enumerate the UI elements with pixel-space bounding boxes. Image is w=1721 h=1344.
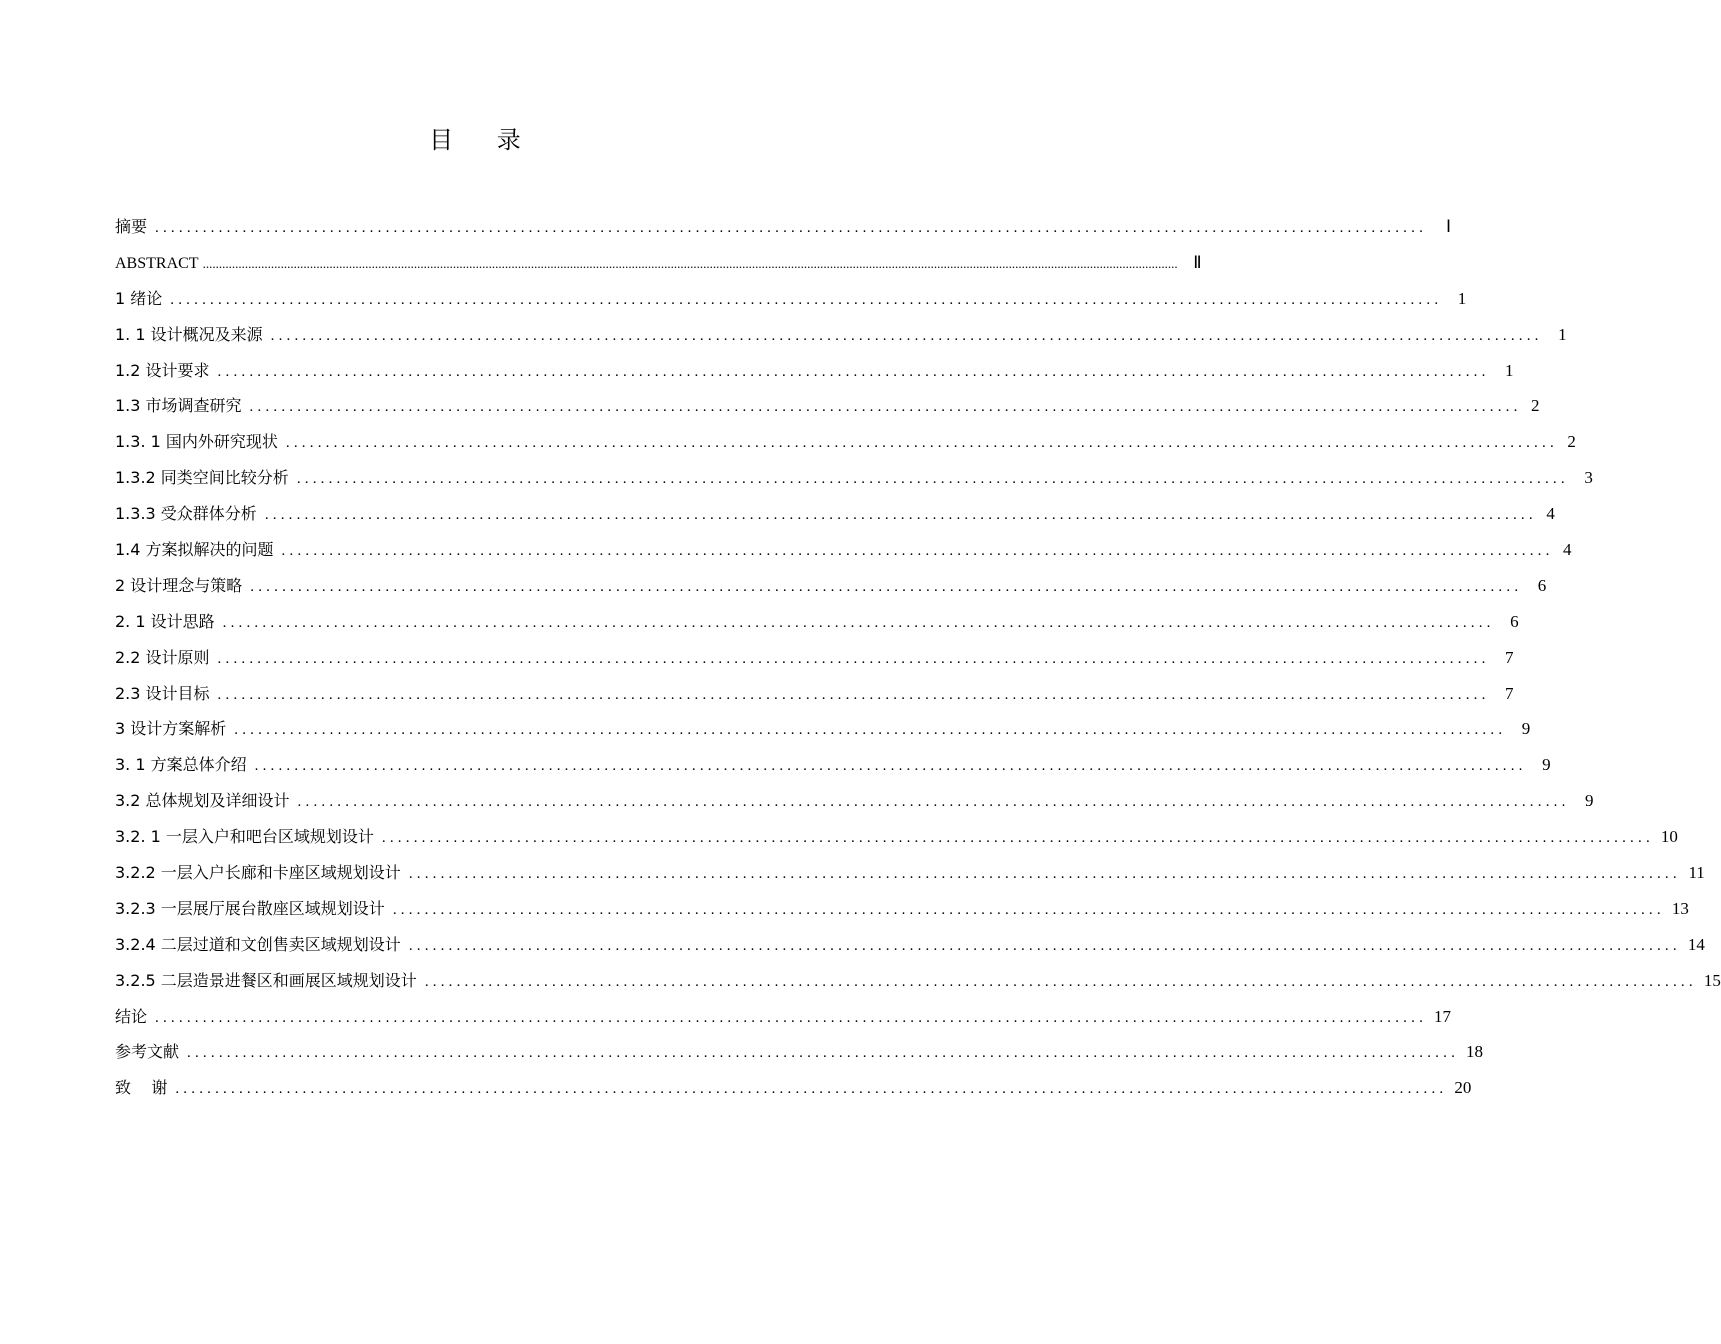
dot-leader: ................................................................................................................................................................ <box>254 758 1527 775</box>
toc-entry[interactable] <box>115 281 1467 317</box>
toc-entry-page: 17 <box>1434 1006 1452 1026</box>
dot-leader: ................................................................................................................................................................ <box>270 327 1543 344</box>
toc-entry-page: 9 <box>1521 719 1531 739</box>
toc-entry[interactable] <box>115 568 1547 604</box>
toc-entry-label: 2 设计理念与策略 <box>115 575 243 595</box>
toc-entry-label: 3.2. 1 一层入户和吧台区域规划设计 <box>115 827 374 847</box>
dot-leader: ................................................................................................................................................................ <box>424 973 1697 990</box>
toc-entry-page: 3 <box>1584 468 1593 488</box>
toc-entry[interactable] <box>115 963 1721 999</box>
toc-entry-page: 7 <box>1505 683 1514 703</box>
toc-entry-page: 4 <box>1546 504 1555 524</box>
dot-leader: ................................................................................................................................................................ <box>217 686 1490 703</box>
toc-entry-page: 6 <box>1537 575 1547 595</box>
toc-entry-page: 2 <box>1531 396 1540 416</box>
toc-entry[interactable] <box>115 819 1678 855</box>
toc-entry[interactable] <box>115 388 1540 424</box>
dot-leader: ................................................................................................................................................................ <box>187 1045 1460 1062</box>
toc-entry-page: 4 <box>1563 540 1572 560</box>
toc-entry-label: 结论 <box>115 1006 148 1026</box>
dot-leader: ................................................................................................................................................................ <box>175 1081 1448 1098</box>
toc-entry[interactable] <box>115 424 1576 460</box>
toc-entry-page: 13 <box>1671 898 1689 918</box>
toc-entry-label: 摘要 <box>115 217 148 236</box>
toc-entry-label: 1.3. 1 国内外研究现状 <box>115 432 278 452</box>
dot-leader: ................................................................................................................................................................ <box>296 471 1569 488</box>
toc-entry[interactable] <box>115 604 1519 640</box>
toc-entry-label: 1.4 方案拟解决的问题 <box>115 540 274 560</box>
toc-entry[interactable] <box>115 676 1514 712</box>
toc-entry-page: 7 <box>1505 647 1514 667</box>
toc-entry-label: 3.2 总体规划及详细设计 <box>115 791 290 811</box>
toc-entry-page: 6 <box>1510 611 1519 631</box>
toc-entry[interactable] <box>115 927 1705 963</box>
toc-entry[interactable] <box>115 209 1452 245</box>
toc-entry-page: 1 <box>1505 360 1514 380</box>
dot-leader: ................................................................................................................................................................ <box>297 794 1570 811</box>
toc-entry[interactable] <box>115 1034 1484 1070</box>
toc-entry[interactable] <box>115 1070 1472 1106</box>
toc-entry-label: 1. 1 设计概况及来源 <box>115 324 263 344</box>
toc-entry-page: 10 <box>1660 827 1678 847</box>
dot-leader: ................................................................................................................................................................ <box>217 650 1490 667</box>
toc-entry-label: 1 绪论 <box>115 288 163 308</box>
toc-entry-label: 1.3.3 受众群体分析 <box>115 504 257 524</box>
toc-entry-label: 3.2.5 二层造景进餐区和画展区域规划设计 <box>115 970 417 990</box>
dot-leader: ................................................................................................................................................................ <box>408 937 1681 954</box>
toc-entry-page: 11 <box>1688 863 1705 883</box>
page-title: 目 录 <box>429 126 539 154</box>
dot-leader: ................................................................................................................................................................ <box>285 435 1558 452</box>
dot-leader: ................................................................................................................................................................ <box>217 363 1490 380</box>
toc-entry-label: 3.2.4 二层过道和文创售卖区域规划设计 <box>115 934 401 954</box>
toc-entry-page: 14 <box>1687 934 1705 954</box>
toc-entry-label: 3.2.2 一层入户长廊和卡座区域规划设计 <box>115 863 401 883</box>
toc-entry-label: ABSTRACT <box>115 254 199 272</box>
toc-entry-page: Ⅰ <box>1446 217 1452 236</box>
toc-entry-page: 1 <box>1457 288 1467 308</box>
toc-entry[interactable] <box>115 855 1705 891</box>
toc-entry-label: 3.2.3 一层展厅展台散座区域规划设计 <box>115 898 385 918</box>
toc-entry[interactable] <box>115 532 1572 568</box>
dot-leader: ................................................................................................................................................................ <box>222 614 1495 631</box>
toc-list <box>115 209 1721 1106</box>
toc-entry[interactable] <box>115 245 1202 281</box>
dot-leader: ................................................................................................................................................................ <box>234 722 1507 739</box>
toc-entry-page: 2 <box>1567 432 1576 452</box>
toc-entry-label: 1.3.2 同类空间比较分析 <box>115 468 289 488</box>
toc-entry-label: 2.2 设计原则 <box>115 647 210 667</box>
toc-entry[interactable] <box>115 460 1593 496</box>
toc-entry-label: 致 谢 <box>115 1078 168 1098</box>
toc-entry-label: 3. 1 方案总体介绍 <box>115 755 247 775</box>
dot-leader: ................................................................................................................................................................ <box>281 543 1554 560</box>
toc-entry[interactable] <box>115 640 1514 676</box>
toc-entry[interactable] <box>115 891 1689 927</box>
toc-entry-page: Ⅱ <box>1193 252 1202 272</box>
toc-entry[interactable] <box>115 747 1551 783</box>
dot-leader: ................................................................................................................................................................ <box>155 220 1428 236</box>
dot-leader: ................................................................................................................................................................ <box>250 578 1523 595</box>
toc-entry-page: 9 <box>1585 791 1594 811</box>
toc-entry-page: 20 <box>1454 1078 1472 1098</box>
toc-entry-label: 1.2 设计要求 <box>115 360 210 380</box>
toc-entry-label: 2.3 设计目标 <box>115 683 210 703</box>
toc-entry-page: 15 <box>1703 970 1721 990</box>
dot-leader: ................................................................................................................................................................ <box>249 399 1522 416</box>
toc-entry[interactable] <box>115 999 1452 1035</box>
dot-leader: ................................................................................................................................................................ <box>408 866 1681 883</box>
toc-entry[interactable] <box>115 317 1567 353</box>
dot-leader: ................................................................................................................................................................ <box>381 830 1654 847</box>
toc-entry[interactable] <box>115 783 1594 819</box>
toc-entry-label: 3 设计方案解析 <box>115 719 227 739</box>
toc-entry[interactable] <box>115 353 1514 389</box>
toc-entry-label: 2. 1 设计思路 <box>115 611 215 631</box>
dot-leader: ............................................................................................................................................................................................................................................................................................................ <box>202 255 1178 271</box>
toc-entry-label: 参考文献 <box>115 1042 180 1062</box>
dot-leader: ................................................................................................................................................................ <box>392 901 1665 918</box>
toc-entry[interactable] <box>115 496 1555 532</box>
toc-entry-page: 18 <box>1466 1042 1484 1062</box>
dot-leader: ................................................................................................................................................................ <box>155 1009 1428 1026</box>
toc-entry-page: 9 <box>1542 755 1551 775</box>
toc-entry[interactable] <box>115 711 1531 747</box>
dot-leader: ................................................................................................................................................................ <box>264 507 1537 524</box>
toc-entry-page: 1 <box>1558 324 1567 344</box>
dot-leader: ................................................................................................................................................................ <box>170 291 1443 308</box>
toc-entry-label: 1.3 市场调查研究 <box>115 396 242 416</box>
